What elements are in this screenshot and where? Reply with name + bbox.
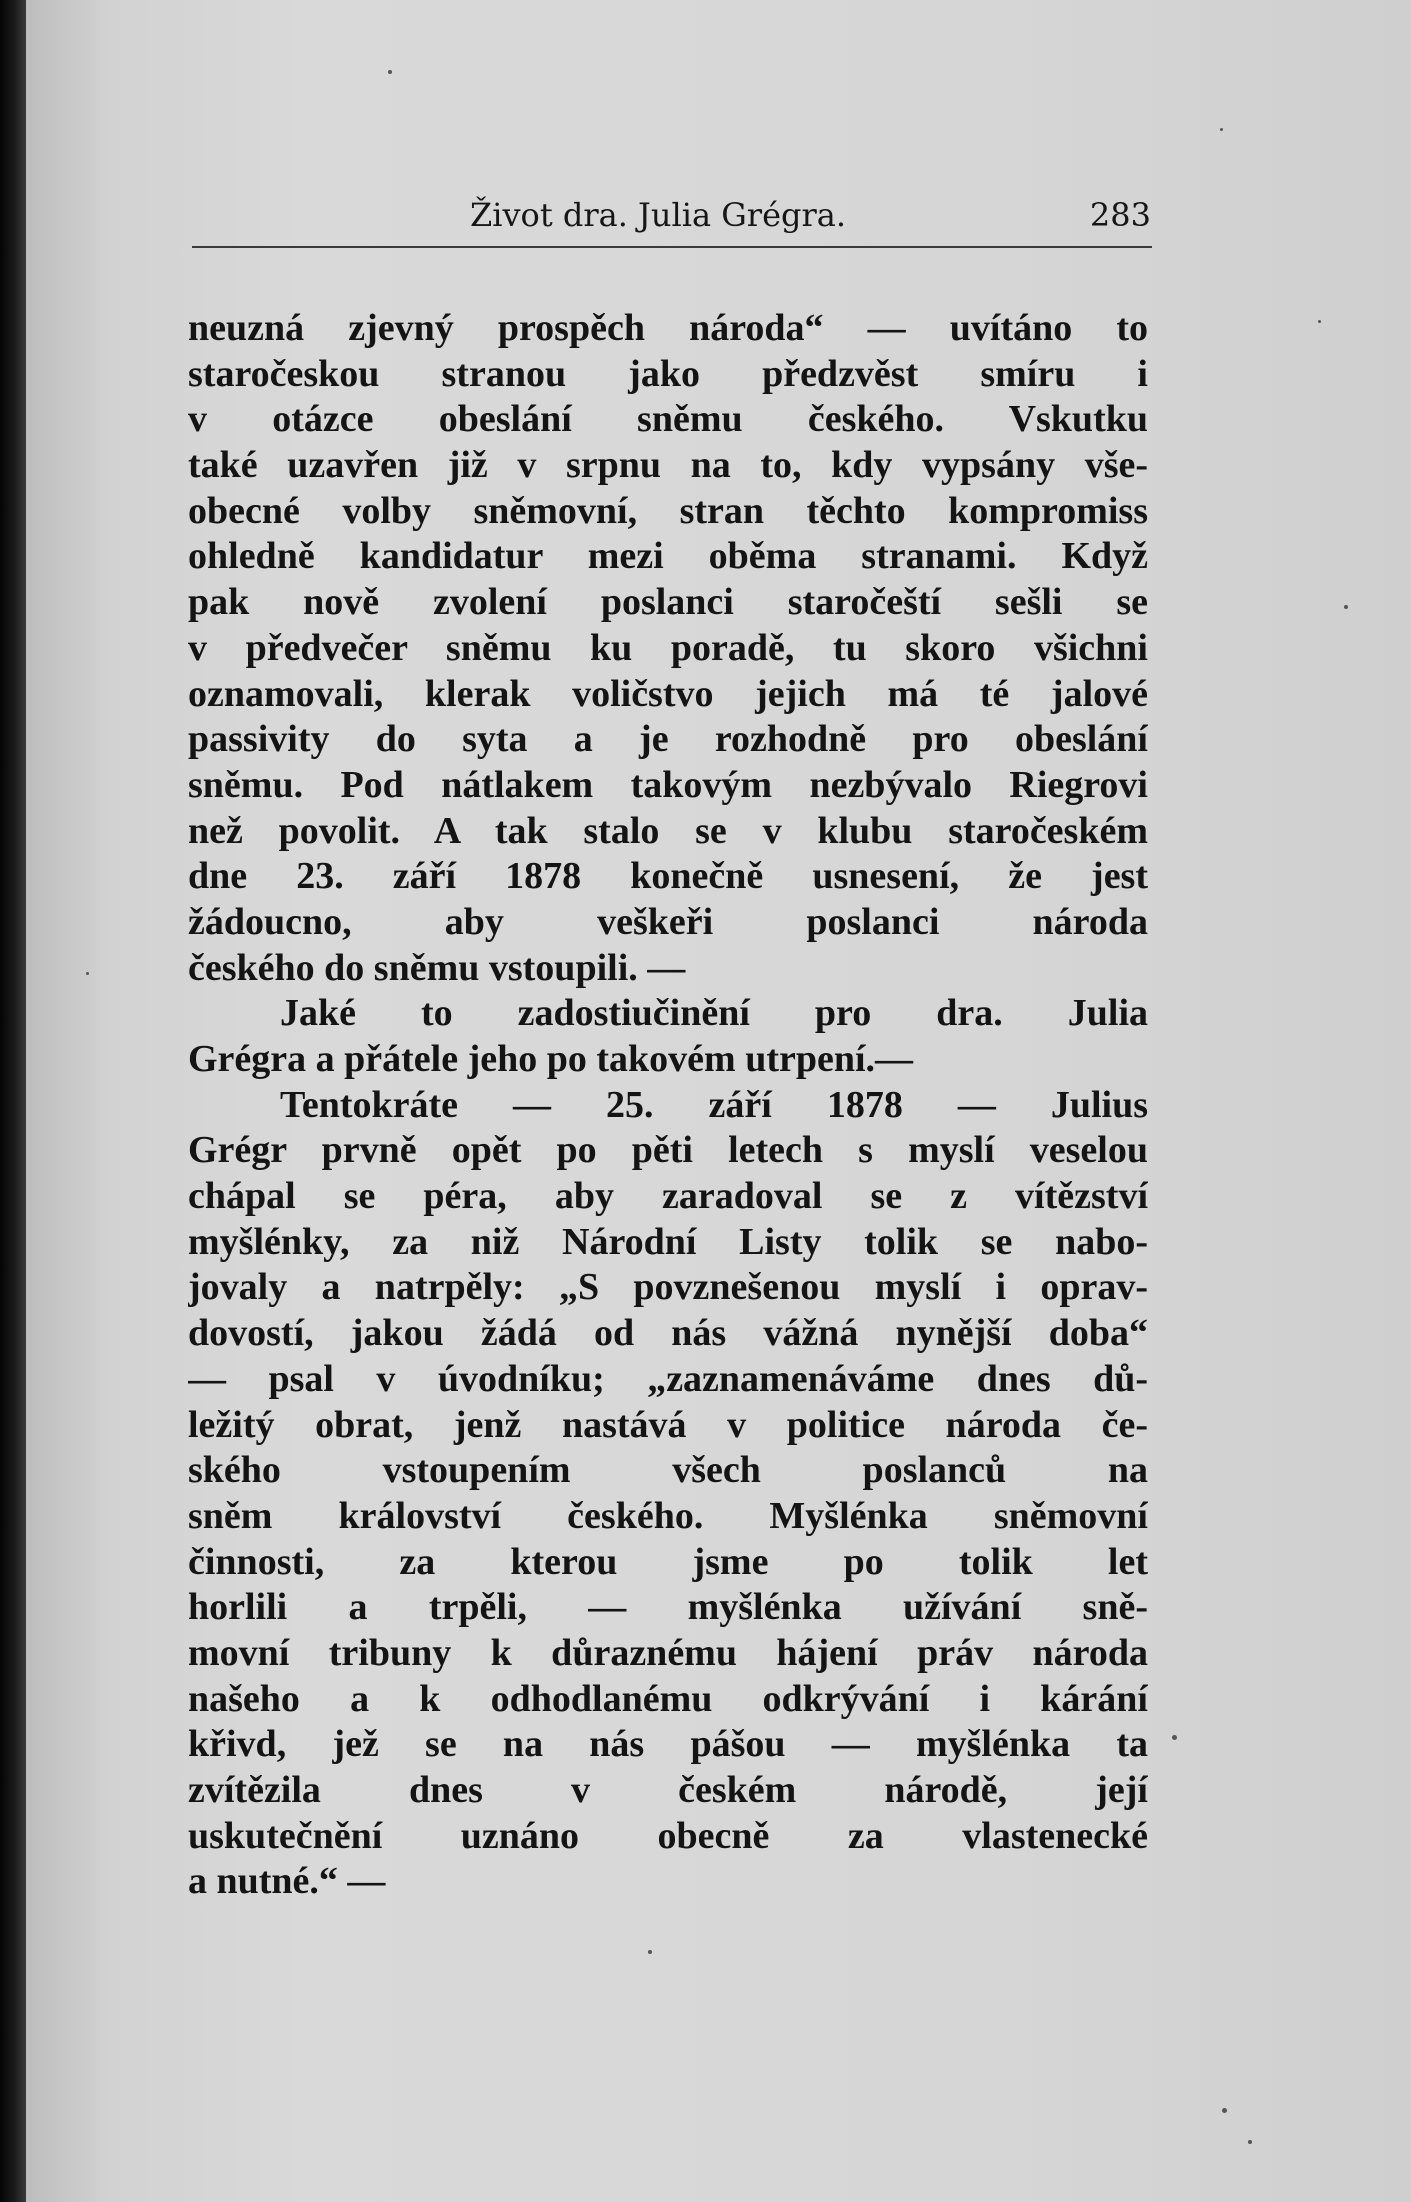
scan-dark-edge: [0, 0, 26, 2202]
text-line: ského vstoupením všech poslanců na: [188, 1449, 1148, 1492]
text-line: uskutečnění uznáno obecně za vlastenecké: [188, 1814, 1148, 1857]
paper-speck: [86, 972, 89, 975]
text-line: v předvečer sněmu ku poradě, tu skoro všichni: [188, 626, 1148, 669]
text-line: činnosti, za kterou jsme po tolik let: [188, 1540, 1148, 1583]
text-line: passivity do syta a je rozhodně pro obeslání: [188, 718, 1148, 761]
text-line: našeho a k odhodlanému odkrývání i kárání: [188, 1677, 1148, 1720]
body-text: [188, 306, 1148, 1905]
text-line: Grégr prvně opět po pěti letech s myslí veselou: [188, 1129, 1148, 1172]
text-line: českého do sněmu vstoupili. —: [188, 946, 686, 989]
paper-speck: [1222, 2108, 1227, 2113]
text-line: než povolit. A tak stalo se v klubu staročeském: [188, 809, 1148, 852]
text-line: dovostí, jakou žádá od nás vážná nynější doba“: [188, 1312, 1148, 1355]
text-line: chápal se péra, aby zaradoval se z vítězství: [188, 1175, 1148, 1218]
text-line: staročeskou stranou jako předzvěst smíru i: [188, 352, 1148, 395]
running-title: Život dra. Julia Grégra.: [470, 196, 847, 234]
text-line: ležitý obrat, jenž nastává v politice národa če-: [188, 1403, 1148, 1446]
text-line-indented: Jaké to zadostiučinění pro dra. Julia: [280, 992, 1148, 1035]
text-line: jovaly a natrpěly: „S povznešenou myslí i oprav-: [188, 1266, 1148, 1309]
header-rule: [192, 246, 1152, 248]
text-line: ohledně kandidatur mezi oběma stranami. Když: [188, 535, 1148, 578]
text-line: pak nově zvolení poslanci staročeští sešli se: [188, 581, 1148, 624]
text-line: obecné volby sněmovní, stran těchto kompromiss: [188, 489, 1148, 532]
text-line: movní tribuny k důraznému hájení práv národa: [188, 1631, 1148, 1674]
book-page: [26, 0, 1411, 2202]
text-line-indented: Tentokráte — 25. září 1878 — Julius: [280, 1083, 1148, 1126]
text-line: sněm království českého. Myšlénka sněmovní: [188, 1494, 1148, 1537]
paper-speck: [648, 1950, 652, 1954]
text-line: žádoucno, aby veškeři poslanci národa: [188, 900, 1148, 943]
text-line: — psal v úvodníku; „zaznamenáváme dnes dů-: [188, 1357, 1148, 1400]
paper-speck: [388, 70, 392, 74]
text-line: horlili a trpěli, — myšlénka užívání sně-: [188, 1586, 1148, 1629]
text-line: sněmu. Pod nátlakem takovým nezbývalo Riegrovi: [188, 763, 1148, 806]
text-line: a nutné.“ —: [188, 1860, 386, 1903]
text-line: Grégra a přátele jeho po takovém utrpení.—: [188, 1038, 914, 1080]
text-line: neuzná zjevný prospěch národa“ — uvítáno to: [188, 307, 1148, 349]
page-number: 283: [1089, 196, 1151, 234]
text-line: myšlénky, za niž Národní Listy tolik se nabo-: [188, 1220, 1148, 1263]
text-line: oznamovali, klerak voličstvo jejich má té jalové: [188, 672, 1148, 715]
text-line: dne 23. září 1878 konečně usnesení, že jest: [188, 855, 1148, 898]
paper-speck: [1172, 1735, 1177, 1740]
text-line: v otázce obeslání sněmu českého. Vskutku: [188, 398, 1148, 441]
text-line: křivd, jež se na nás pášou — myšlénka ta: [188, 1723, 1148, 1766]
paper-speck: [1344, 605, 1348, 609]
text-line: také uzavřen již v srpnu na to, kdy vypsány vše-: [188, 444, 1148, 487]
paper-speck: [1220, 128, 1223, 131]
running-header: [26, 196, 1411, 246]
text-line: zvítězila dnes v českém národě, její: [188, 1769, 1148, 1811]
paper-speck: [1318, 320, 1321, 323]
paper-speck: [1248, 2140, 1252, 2144]
